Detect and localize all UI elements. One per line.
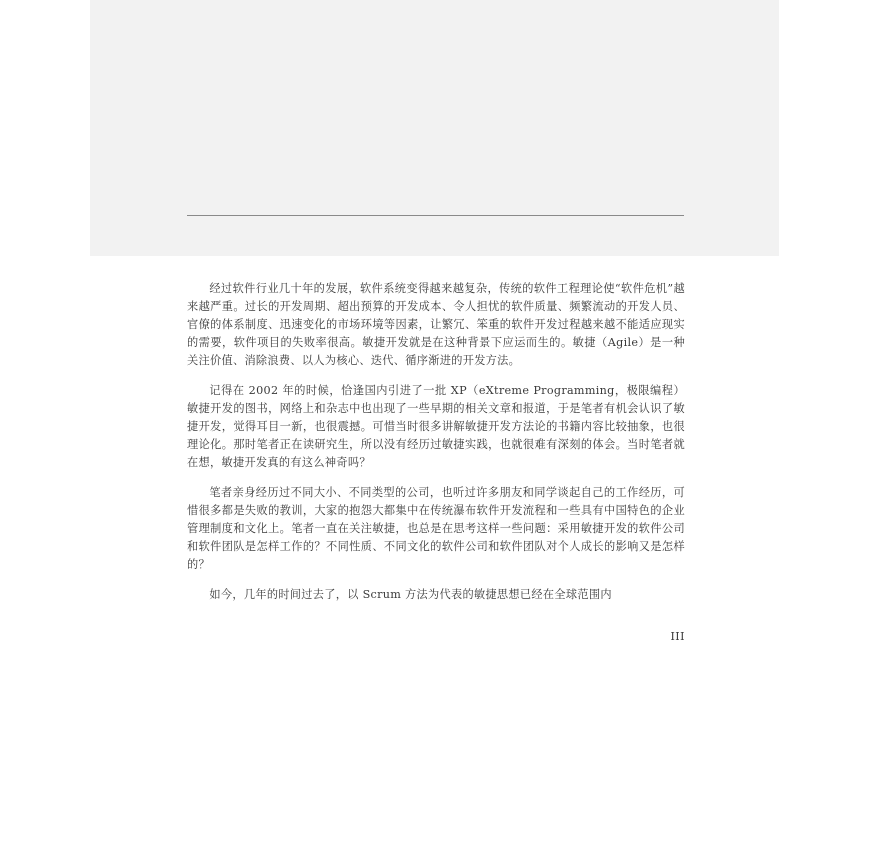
body-text: [187, 280, 685, 616]
paragraph-2: 记得在 2002 年的时候，恰逢国内引进了一批 XP（eXtreme Programming，极限编程）敏捷开发的图书，网络上和杂志中也出现了一些早期的相关文章和报道，于是笔者有机会认识了敏捷开发，觉得耳目一新，也很震撼。可惜当时很多讲解敏捷开发方法论的书籍内容比较抽象，也很理论化。那时笔者正在读研究生，所以没有经历过敏捷实践，也就很难有深刻的体会。当时笔者就在想，敏捷开发真的有这么神奇吗？: [187, 384, 685, 469]
paragraph-4: 如今，几年的时间过去了，以 Scrum 方法为代表的敏捷思想已经在全球范围内: [209, 588, 612, 601]
paragraph-1: 经过软件行业几十年的发展，软件系统变得越来越复杂，传统的软件工程理论使“软件危机”越来越严重。过长的开发周期、超出预算的开发成本、令人担忧的软件质量、频繁流动的开发人员、官僚的体系制度、迅速变化的市场环境等因素，让繁冗、笨重的软件开发过程越来越不能适应现实的需要，软件项目的失败率很高。敏捷开发就是在这种背景下应运而生的。敏捷（Agile）是一种关注价值、消除浪费、以人为核心、迭代、循序渐进的开发方法。: [187, 282, 685, 367]
header-rule: [187, 215, 684, 216]
page-number: III: [670, 630, 685, 643]
paragraph-3: 笔者亲身经历过不同大小、不同类型的公司，也听过许多朋友和同学谈起自己的工作经历，可惜很多都是失败的教训，大家的抱怨大都集中在传统瀑布软件开发流程和一些具有中国特色的企业管理制度和文化上。笔者一直在关注敏捷，也总是在思考这样一些问题：采用敏捷开发的软件公司和软件团队是怎样工作的？不同性质、不同文化的软件公司和软件团队对个人成长的影响又是怎样的？: [187, 486, 685, 571]
header-band: [90, 0, 779, 256]
